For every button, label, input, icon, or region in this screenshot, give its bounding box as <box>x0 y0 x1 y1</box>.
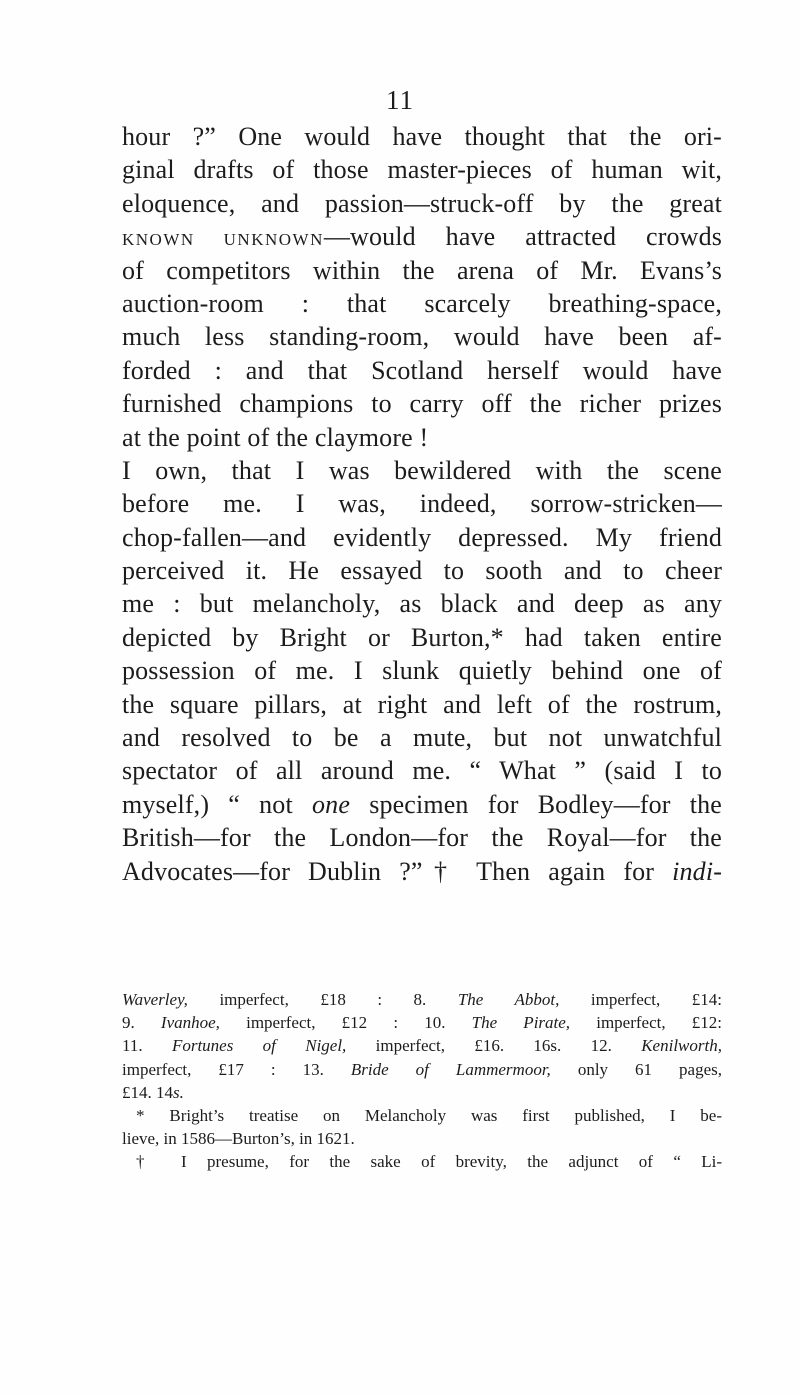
text-line: much less standing-room, would have been af- <box>122 322 722 352</box>
text-line: Advocates—for Dublin ?”† Then again for indi- <box>122 856 722 886</box>
body-text <box>122 120 722 888</box>
footnote-line: Waverley, imperfect, £18 : 8. The Abbot, imperfect, £14: <box>122 990 722 1009</box>
footnote-line: 11. Fortunes of Nigel, imperfect, £16. 16s. 12. Kenilworth, <box>122 1036 722 1056</box>
text-line: chop-fallen—and evidently depressed. My friend <box>122 522 722 552</box>
text-line: at the point of the claymore ! <box>122 422 429 452</box>
text-line: of competitors within the arena of Mr. Evans’s <box>122 255 722 285</box>
text-line: British—for the London—for the Royal—for the <box>122 823 722 853</box>
text-line: hour ?” One would have thought that the ori- <box>122 122 722 151</box>
text-line: ginal drafts of those master-pieces of human wit, <box>122 155 722 185</box>
text-line: the square pillars, at right and left of the rostrum, <box>122 689 722 719</box>
text-line: perceived it. He essayed to sooth and to cheer <box>122 556 722 586</box>
text-line: and resolved to be a mute, but not unwatchful <box>122 723 722 753</box>
text-line: auction-room : that scarcely breathing-space, <box>122 288 722 318</box>
text-line: I own, that I was bewildered with the scene <box>122 455 722 485</box>
text-line: eloquence, and passion—struck-off by the great <box>122 188 722 218</box>
footnote-line: £14. 14s. <box>122 1082 184 1102</box>
footnote-line: imperfect, £17 : 13. Bride of Lammermoor, only 61 pages, <box>122 1059 723 1079</box>
footnotes <box>122 988 722 1174</box>
text-line: possession of me. I slunk quietly behind one of <box>122 656 722 686</box>
page-number: 11 <box>386 85 414 115</box>
small-caps-text: KNOWN UNKNOWN <box>122 230 324 250</box>
footnote-line: 9. Ivanhoe, imperfect, £12 : 10. The Pirate, imperfect, £12: <box>122 1013 723 1033</box>
footnote-star-line: * Bright’s treatise on Melancholy was first published, I be- <box>136 1105 722 1125</box>
text-line: forded : and that Scotland herself would have <box>122 355 722 385</box>
text-line: before me. I was, indeed, sorrow-stricken— <box>122 489 722 519</box>
footnote-star-line: lieve, in 1586—Burton’s, in 1621. <box>122 1129 355 1149</box>
text-line: depicted by Bright or Burton,* had taken entire <box>122 622 722 652</box>
text-line: KNOWN UNKNOWN—would have attracted crowds <box>122 222 722 252</box>
text-line: me : but melancholy, as black and deep as any <box>122 589 722 619</box>
text-line: myself,) “ not one specimen for Bodley—for the <box>122 789 723 819</box>
footnote-dagger-line: † I presume, for the sake of brevity, the adjunct of “ Li- <box>136 1152 722 1172</box>
text-line: spectator of all around me. “ What ” (said I to <box>122 756 722 786</box>
text-line: furnished champions to carry off the richer prizes <box>122 389 722 419</box>
